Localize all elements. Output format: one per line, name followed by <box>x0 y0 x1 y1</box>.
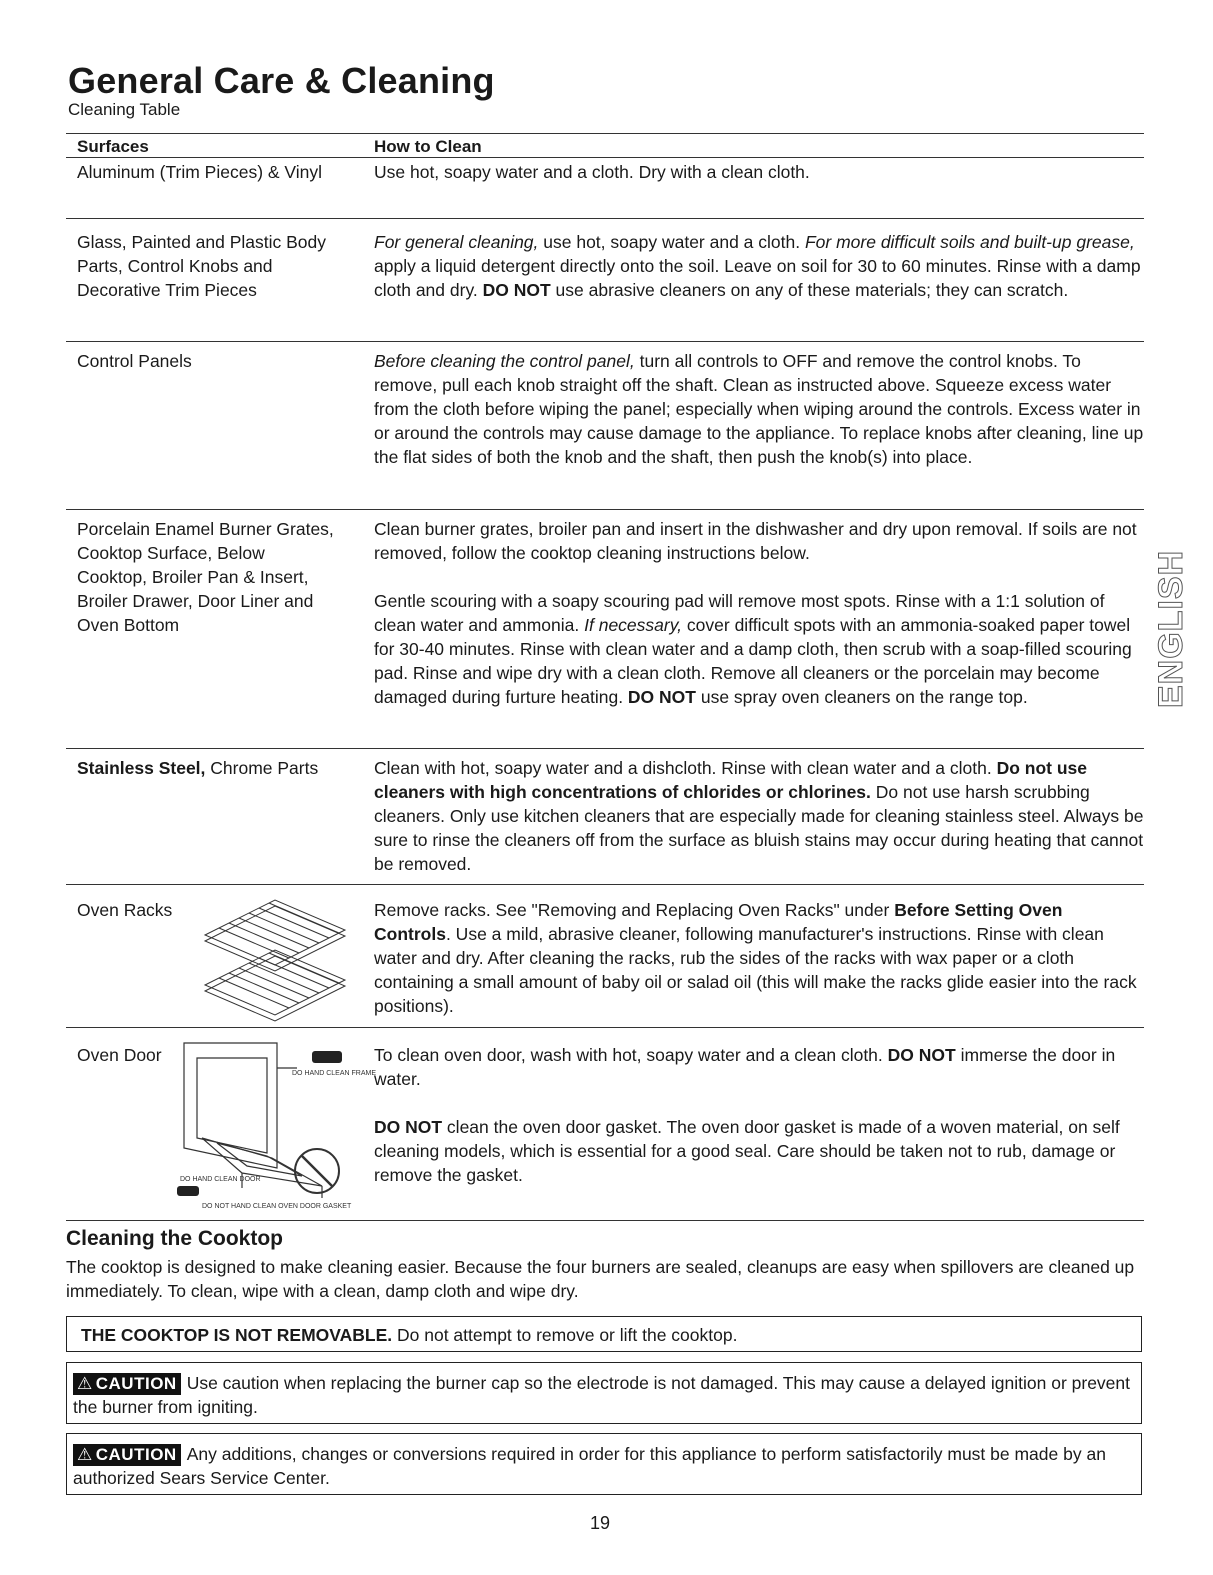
divider <box>66 133 1144 134</box>
surface-porcelain-enamel: Porcelain Enamel Burner Grates, Cooktop Surface, Below Cooktop, Broiler Pan & Insert, Broiler Drawer, Door Liner and Oven Bottom <box>77 519 334 635</box>
surface-control-panels: Control Panels <box>77 351 192 371</box>
divider <box>66 1027 1144 1028</box>
page-subtitle: Cleaning Table <box>68 100 181 119</box>
oven-door-illustration <box>172 1038 377 1213</box>
warning-triangle-icon: ⚠ <box>77 1374 93 1393</box>
caution-badge: ⚠ CAUTION <box>73 1373 181 1395</box>
how-oven-door: To clean oven door, wash with hot, soapy water and a clean cloth. DO NOT immerse the door in water. DO NOT clean the oven door gasket. The oven door gasket is made of a woven material, on self cleaning models, which is essential for a good seal. Care should be taken not to rub, damage or remove the gasket. <box>374 1045 1120 1185</box>
how-oven-racks: Remove racks. See "Removing and Replacing Oven Racks" under Before Setting Oven Controls. Use a mild, abrasive cleaner, following manufacturer's instructions. Rinse with clean water and dry. After cleaning the racks, rub the sides of the racks with wax paper or a cloth containing a small amount of baby oil or salad oil (this will make the racks glide easier into the rack positions). <box>374 900 1137 1016</box>
page-number: 19 <box>590 1513 611 1533</box>
section-title-cooktop: Cleaning the Cooktop <box>66 1227 283 1250</box>
surface-stainless-steel: Stainless Steel, Chrome Parts <box>77 758 319 778</box>
surface-aluminum: Aluminum (Trim Pieces) & Vinyl <box>77 162 323 182</box>
how-glass-painted: For general cleaning, use hot, soapy water and a cloth. For more difficult soils and built-up grease, apply a liquid detergent directly onto the soil. Leave on soil for 30 to 60 minutes. Rinse with a damp cloth and dry. DO NOT use abrasive cleaners on any of these materials; they can scratch. <box>374 232 1141 300</box>
divider <box>66 748 1144 749</box>
divider <box>66 218 1144 219</box>
caution-box-2: ⚠ CAUTION Any additions, changes or conversions required in order for this appliance to perform satisfactorily must be made by an authorized Sears Service Center. <box>66 1433 1142 1495</box>
how-porcelain-enamel: Clean burner grates, broiler pan and insert in the dishwasher and dry upon removal. If soils are not removed, follow the cooktop cleaning instructions below. Gentle scouring with a soapy scouring pad will remove most spots. Rinse with a 1:1 solution of clean water and ammonia. If necessary, cover difficult spots with an ammonia-soaked paper towel for 30-40 minutes. Rinse with clean water and a damp cloth, then scrub with a soap-filled scouring pad. Rinse and wipe dry with a clean cloth. Remove all cleaners or the porcelain may become damaged during furture heating. DO NOT use spray oven cleaners on the range top. <box>374 519 1137 707</box>
warning-triangle-icon: ⚠ <box>77 1445 93 1464</box>
divider <box>66 341 1144 342</box>
surface-oven-door: Oven Door <box>77 1045 162 1065</box>
page-title: General Care & Cleaning <box>68 60 495 101</box>
figure-label-door: DO HAND CLEAN DOOR <box>180 1176 261 1183</box>
divider <box>66 157 1144 158</box>
divider <box>66 1220 1144 1221</box>
caution-badge: ⚠ CAUTION <box>73 1444 181 1466</box>
notice-box: THE COOKTOP IS NOT REMOVABLE. Do not attempt to remove or lift the cooktop. <box>66 1316 1142 1352</box>
caution-box-1: ⚠ CAUTION Use caution when replacing the burner cap so the electrode is not damaged. This may cause a delayed ignition or prevent the burner from igniting. <box>66 1362 1142 1424</box>
divider <box>66 509 1144 510</box>
figure-label-gasket: DO NOT HAND CLEAN OVEN DOOR GASKET <box>202 1203 352 1210</box>
how-control-panels: Before cleaning the control panel, turn all controls to OFF and remove the control knobs. To remove, pull each knob straight off the shaft. Clean as instructed above. Squeeze excess water from the cloth before wiping the panel; especially when wiping around the controls. Excess water in or around the controls may cause damage to the appliance. To replace knobs after cleaning, line up the flat sides of both the knob and the shaft, then push the knob(s) into place. <box>374 351 1144 467</box>
divider <box>66 884 1144 885</box>
language-side-tab: ENGLISH <box>1152 549 1190 708</box>
column-header-how-to-clean: How to Clean <box>374 137 482 156</box>
surface-glass-painted: Glass, Painted and Plastic Body Parts, Control Knobs and Decorative Trim Pieces <box>77 232 327 300</box>
figure-label-frame: DO HAND CLEAN FRAME <box>292 1070 377 1077</box>
cooktop-paragraph: The cooktop is designed to make cleaning easier. Because the four burners are sealed, cleanups are easy when spillovers are cleaned up immediately. To clean, wipe with a clean, damp cloth and wipe dry. <box>66 1257 1135 1301</box>
column-header-surfaces: Surfaces <box>77 137 149 156</box>
how-aluminum: Use hot, soapy water and a cloth. Dry with a clean cloth. <box>374 162 810 182</box>
surface-oven-racks: Oven Racks <box>77 900 173 920</box>
oven-racks-illustration <box>195 895 350 1025</box>
how-stainless-steel: Clean with hot, soapy water and a dishcloth. Rinse with clean water and a cloth. Do not use cleaners with high concentrations of chlorides or chlorines. Do not use harsh scrubbing cleaners. Only use kitchen cleaners that are especially made for cleaning stainless steel. Always be sure to rinse the cleaners off from the surface as bluish stains may occur during heating that cannot be removed. <box>374 758 1144 874</box>
